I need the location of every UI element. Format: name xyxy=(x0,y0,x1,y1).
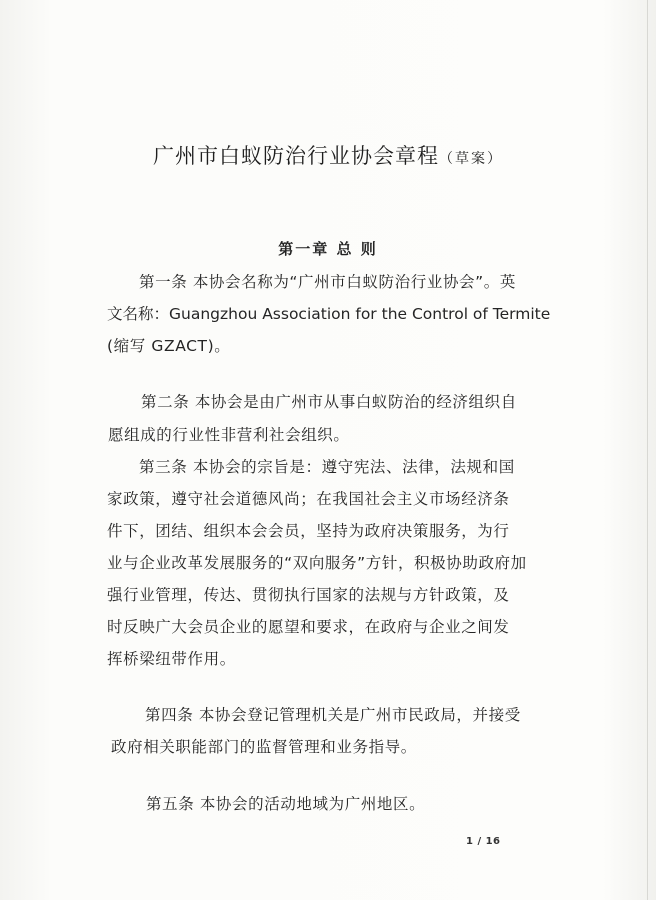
article-1-line-3: (缩写 GZACT)。 xyxy=(107,337,231,355)
article-4-line-1: 第四条 本协会登记管理机关是广州市民政局，并接受 xyxy=(145,706,521,724)
article-1-line-2: 文名称：Guangzhou Association for the Control of Termite xyxy=(107,305,551,323)
article-3-line-5: 强行业管理，传达、贯彻执行国家的法规与方针政策，及 xyxy=(107,586,510,604)
article-4-line-2: 政府相关职能部门的监督管理和业务指导。 xyxy=(111,738,417,756)
title-draft-note: （草案） xyxy=(439,151,503,167)
chapter-heading: 第一章 总 则 xyxy=(278,240,378,258)
article-2-line-2: 愿组成的行业性非营利社会组织。 xyxy=(108,426,350,444)
article-3-line-4: 业与企业改革发展服务的“双向服务”方针，积极协助政府加 xyxy=(107,554,527,572)
article-3-line-1: 第三条 本协会的宗旨是：遵守宪法、法律，法规和国 xyxy=(139,458,515,476)
article-3-line-2: 家政策，遵守社会道德风尚；在我国社会主义市场经济条 xyxy=(107,490,510,508)
title-main: 广州市白蚁防治行业协会章程 xyxy=(153,144,439,168)
article-2-line-1: 第二条 本协会是由广州市从事白蚁防治的经济组织自 xyxy=(141,393,517,411)
article-3-line-6: 时反映广大会员企业的愿望和要求，在政府与企业之间发 xyxy=(107,618,510,636)
scan-edge-line xyxy=(647,0,648,900)
page-number: 1 / 16 xyxy=(466,836,501,847)
article-1-line-1: 第一条 本协会名称为“广州市白蚁防治行业协会”。英 xyxy=(139,273,516,291)
document-title xyxy=(0,140,656,170)
article-5-line-1: 第五条 本协会的活动地域为广州地区。 xyxy=(146,795,426,813)
article-3-line-3: 件下，团结、组织本会会员，坚持为政府决策服务，为行 xyxy=(107,522,510,540)
article-3-line-7: 挥桥梁纽带作用。 xyxy=(107,650,236,668)
